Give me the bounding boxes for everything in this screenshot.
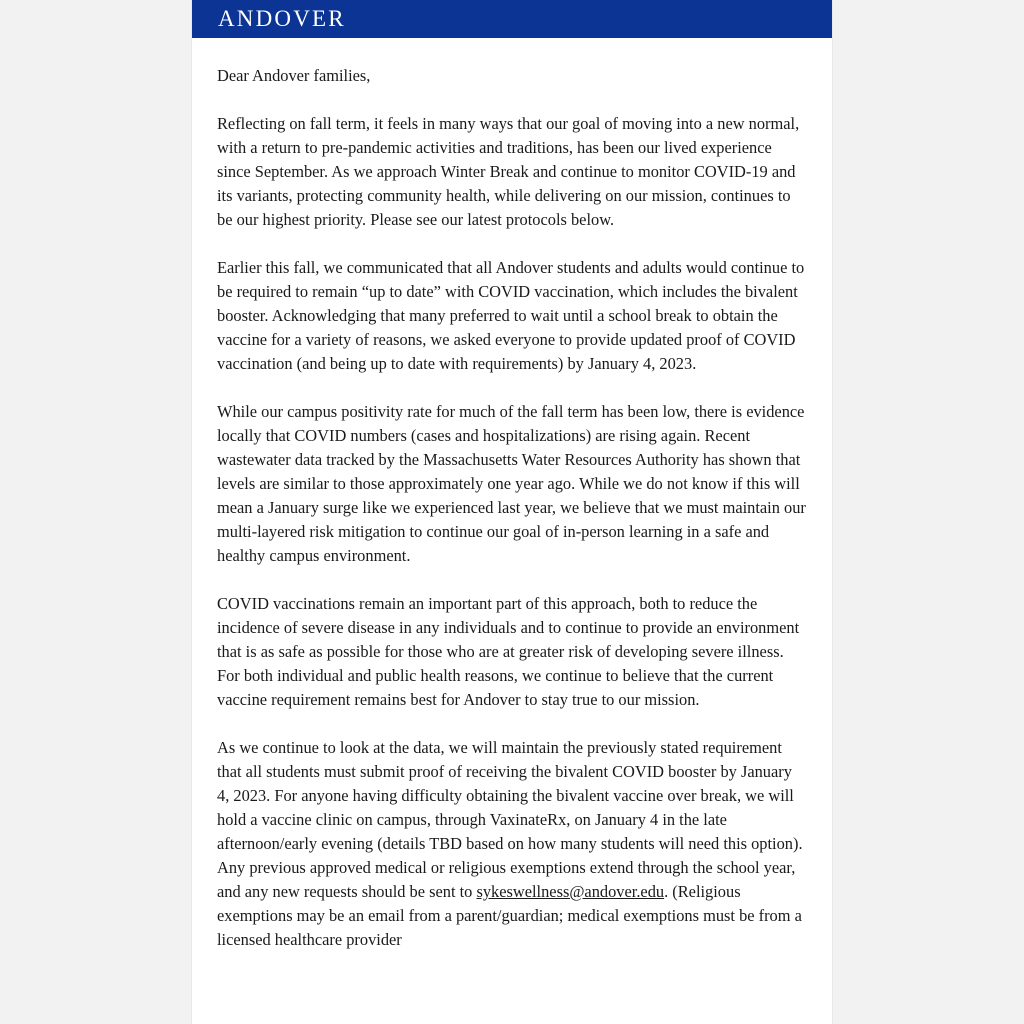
letter-paragraph-5 xyxy=(217,736,806,952)
newsletter-page xyxy=(192,0,832,1024)
wellness-email-link[interactable]: sykeswellness@andover.edu xyxy=(476,882,665,901)
masthead-title: ANDOVER xyxy=(218,6,346,31)
letter-paragraph-1: Reflecting on fall term, it feels in many ways that our goal of moving into a new normal, with a return to pre-pandemic activities and traditions, has been our lived experience since September. As we approach Winter Break and continue to monitor COVID-19 and its variants, protecting community health, while delivering on our mission, continues to be our highest priority. Please see our latest protocols below. xyxy=(217,114,800,229)
letter-paragraph-3: While our campus positivity rate for much of the fall term has been low, there is evidence locally that COVID numbers (cases and hospitalizations) are rising again. Recent wastewater data tracked by the Massachusetts Water Resources Authority has shown that levels are similar to those approximately one year ago. While we do not know if this will mean a January surge like we experienced last year, we believe that we must maintain our multi-layered risk mitigation to continue our goal of in-person learning in a safe and healthy campus environment. xyxy=(217,402,806,565)
letter-paragraph-4: COVID vaccinations remain an important part of this approach, both to reduce the incidence of severe disease in any individuals and to continue to provide an environment that is as safe as possible for those who are at greater risk of developing severe illness. For both individual and public health reasons, we continue to believe that the current vaccine requirement remains best for Andover to stay true to our mission. xyxy=(217,594,800,709)
masthead-banner xyxy=(192,0,832,38)
letter-paragraph-2: Earlier this fall, we communicated that all Andover students and adults would continue to be required to remain “up to date” with COVID vaccination, which includes the bivalent booster. Acknowledging that many preferred to wait until a school break to obtain the vaccine for a variety of reasons, we asked everyone to provide updated proof of COVID vaccination (and being up to date with requirements) by January 4, 2023. xyxy=(217,258,805,373)
letter-paragraph-5-text-after: . (Religious exemptions may be an email from a parent/guardian; medical exemptions must be from a licensed healthcare provider xyxy=(217,882,802,949)
letter-paragraph-salutation: Dear Andover families, xyxy=(217,66,371,85)
letter-body xyxy=(192,38,832,952)
letter-paragraph-5-text-before: As we continue to look at the data, we will maintain the previously stated requirement that all students must submit proof of receiving the bivalent COVID booster by January 4, 2023. For anyone having difficulty obtaining the bivalent vaccine over break, we will hold a vaccine clinic on campus, through VaxinateRx, on January 4 in the late afternoon/early evening (details TBD based on how many students will need this option). Any previous approved medical or religious exemptions extend through the school year, and any new requests should be sent to xyxy=(217,738,803,901)
